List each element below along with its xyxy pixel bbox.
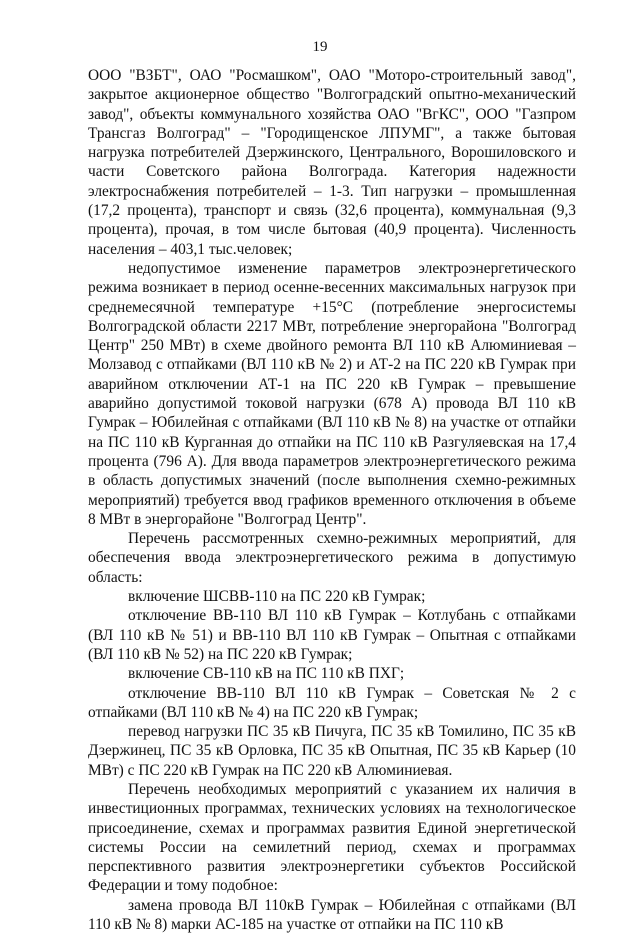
list-item-measure-2: отключение ВВ-110 ВЛ 110 кВ Гумрак – Котлубань с отпайками (ВЛ 110 кВ № 51) и ВВ-110 ВЛ 110 кВ Гумрак – Опытная с отпайками (ВЛ 110 кВ № 52) на ПС 220 кВ Гумрак; bbox=[88, 607, 576, 663]
document-body bbox=[88, 66, 576, 934]
paragraph-unacceptable-mode: недопустимое изменение параметров электроэнергетического режима возникает в период осенне-весенних максимальных нагрузок при среднемесячной температуре +15°С (потребление энергосистемы Волгоградской области 2217 МВт, потребление энергорайона "Волгоград Центр" 250 МВт) в схеме двойного ремонта ВЛ 110 кВ Алюминиевая – Молзавод с отпайками (ВЛ 110 кВ № 2) и АТ-2 на ПС 220 кВ Гумрак при аварийном отключении АТ-1 на ПС 220 кВ Гумрак – превышение аварийно допустимой токовой нагрузки (678 А) провода ВЛ 110 кВ Гумрак – Юбилейная с отпайками (ВЛ 110 кВ № 8) на участке от отпайки на ПС 110 кВ Курганная до отпайки на ПС 110 кВ Разгуляевская на 17,4 процента (796 А). Для ввода параметров электроэнергетического режима в область допустимых значений (после выполнения схемно-режимных мероприятий) требуется ввод графиков временного отключения в объеме 8 МВт в энергорайоне "Волгоград Центр". bbox=[88, 259, 576, 528]
list-item-measure-3: включение СВ-110 кВ на ПС 110 кВ ПХГ; bbox=[128, 665, 405, 683]
page-number: 19 bbox=[312, 39, 328, 55]
list-item-measure-5: перевод нагрузки ПС 35 кВ Пичуга, ПС 35 кВ Томилино, ПС 35 кВ Дзержинец, ПС 35 кВ Орловка, ПС 35 кВ Опытная, ПС 35 кВ Карьер (10 МВт) с ПС 220 кВ Гумрак на ПС 220 кВ Алюминиевая. bbox=[88, 723, 576, 779]
list-item-measure-1: включение ШСВВ-110 на ПС 220 кВ Гумрак; bbox=[128, 588, 426, 606]
paragraph-required-measures-intro: Перечень необходимых мероприятий с указанием их наличия в инвестиционных программах, технических условиях на технологическое присоединение, схемах и программах развития Единой энергетической системы России на семилетний период, схемах и программах перспективного развития электроэнергетики субъектов Российской Федерации и тому подобное: bbox=[88, 780, 576, 895]
paragraph-consumers: ООО "ВЗБТ", ОАО "Росмашком", ОАО "Моторо-строительный завод", закрытое акционерное общество "Волгоградский опытно-механический завод", объекты коммунального хозяйства ОАО "ВгКС", ООО "Газпром Трансгаз Волгоград" – "Городищенское ЛПУМГ", а также бытовая нагрузка потребителей Дзержинского, Центрального, Ворошиловского и части Советского района Волгограда. Категория надежности электроснабжения потребителей – 1-3. Тип нагрузки – промышленная (17,2 процента), транспорт и связь (32,6 процента), коммунальная (9,3 процента), прочая, в том числе бытовая (40,9 процента). Численность населения – 403,1 тыс.человек; bbox=[88, 67, 576, 258]
paragraph-measures-list-intro: Перечень рассмотренных схемно-режимных мероприятий, для обеспечения ввода электроэнергетического режима в допустимую область: bbox=[88, 530, 576, 586]
list-item-wire-replacement: замена провода ВЛ 110кВ Гумрак – Юбилейная с отпайками (ВЛ 110 кВ № 8) марки АС-185 на участке от отпайки на ПС 110 кВ bbox=[88, 896, 576, 934]
list-item-measure-4: отключение ВВ-110 ВЛ 110 кВ Гумрак – Советская № 2 с отпайками (ВЛ 110 кВ № 4) на ПС 220 кВ Гумрак; bbox=[88, 684, 576, 721]
